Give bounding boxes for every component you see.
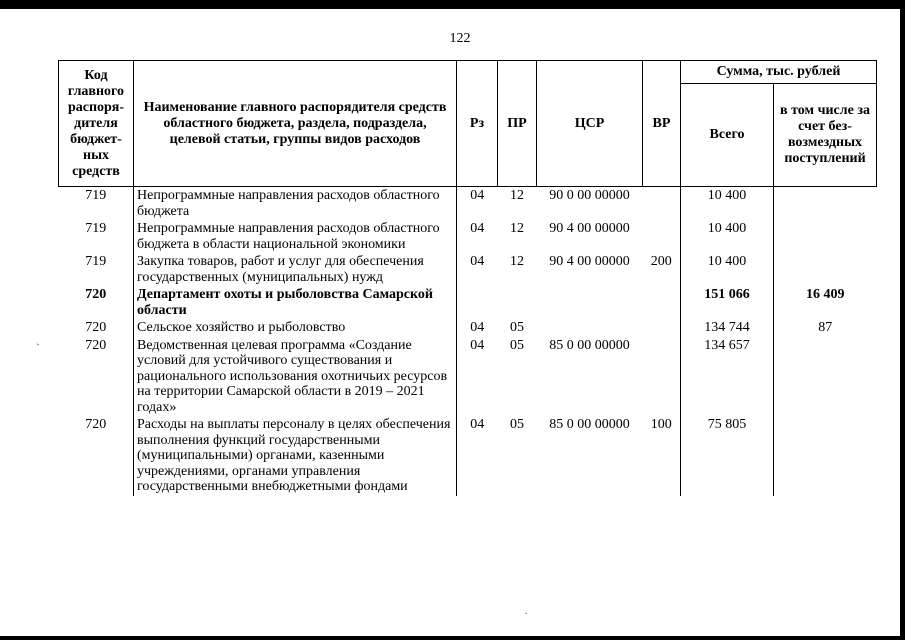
header-rz: Рз	[457, 61, 498, 187]
cell-incl	[774, 337, 877, 417]
cell-total: 10 400	[681, 253, 774, 286]
scan-speck: ·	[524, 606, 528, 620]
header-vr: ВР	[643, 61, 681, 187]
cell-total: 134 657	[681, 337, 774, 417]
cell-incl	[774, 416, 877, 496]
cell-vr	[643, 319, 681, 337]
cell-incl: 16 409	[774, 286, 877, 319]
cell-pr: 12	[510, 221, 524, 236]
header-code: Код главного распоря-дителя бюджет-ных средств	[59, 61, 134, 187]
cell-pr: 05	[510, 320, 524, 335]
scan-top-border	[0, 0, 905, 9]
cell-code: 719	[59, 253, 134, 286]
table-row	[59, 253, 877, 286]
cell-pr: 12	[510, 254, 524, 269]
cell-csr: 85 0 00 00000	[549, 417, 630, 432]
cell-rz: 04	[470, 254, 485, 269]
cell-total: 10 400	[681, 220, 774, 253]
cell-code: 719	[59, 220, 134, 253]
cell-total: 151 066	[681, 286, 774, 319]
cell-vr	[643, 187, 681, 221]
header-incl: в том числе за счет без-возмездных поступлений	[774, 84, 877, 187]
cell-code: 719	[59, 187, 134, 221]
cell-code: 720	[59, 319, 134, 337]
cell-code: 720	[59, 286, 134, 319]
scan-right-border	[900, 0, 905, 640]
cell-rz: 04	[470, 320, 485, 335]
cell-pr: 05	[510, 337, 524, 353]
table-row	[59, 220, 877, 253]
cell-incl	[774, 187, 877, 221]
cell-code: 720	[59, 337, 134, 417]
cell-vr	[643, 337, 681, 417]
table-body	[59, 187, 877, 496]
cell-name: Закупка товаров, работ и услуг для обеспечения государственных (муниципальных) нужд	[134, 253, 457, 286]
cell-rz: 04	[470, 417, 485, 432]
cell-pr: 05	[510, 417, 524, 432]
cell-total: 75 805	[681, 416, 774, 496]
budget-table	[58, 60, 877, 496]
cell-csr	[537, 319, 643, 337]
cell-pr	[498, 286, 537, 319]
cell-incl: 87	[774, 319, 877, 337]
page-number: 122	[449, 31, 471, 46]
cell-incl	[774, 220, 877, 253]
table-row	[59, 416, 877, 496]
header-name: Наименование главного распорядителя средств областного бюджета, раздела, подраздела, целевой статьи, группы видов расходов	[134, 61, 457, 187]
cell-csr: 90 0 00 00000	[549, 188, 630, 203]
cell-total: 134 744	[681, 319, 774, 337]
cell-name: Непрограммные направления расходов областного бюджета	[134, 187, 457, 221]
header-csr: ЦСР	[537, 61, 643, 187]
table-row	[59, 286, 877, 319]
cell-vr: 100	[650, 417, 672, 432]
cell-csr: 90 4 00 00000	[549, 221, 630, 236]
cell-name: Сельское хозяйство и рыболовство	[134, 319, 457, 337]
scan-bottom-border	[0, 636, 905, 640]
cell-vr	[643, 220, 681, 253]
cell-vr: 200	[650, 254, 672, 269]
cell-rz: 04	[470, 188, 485, 203]
cell-incl	[774, 253, 877, 286]
cell-name: Департамент охоты и рыболовства Самарской области	[134, 286, 457, 319]
cell-csr: 85 0 00 00000	[549, 337, 630, 353]
scan-speck: ˏ	[36, 332, 40, 346]
cell-total: 10 400	[681, 187, 774, 221]
cell-code: 720	[59, 416, 134, 496]
cell-csr	[537, 286, 643, 319]
table-row	[59, 319, 877, 337]
header-pr: ПР	[498, 61, 537, 187]
cell-rz: 04	[470, 221, 485, 236]
cell-pr: 12	[510, 188, 524, 203]
header-total: Всего	[681, 84, 774, 187]
cell-name: Расходы на выплаты персоналу в целях обеспечения выполнения функций государственными (муниципальными) органами, казенными учреждениями, органами управления государственными внебюджетными фондами	[134, 416, 457, 496]
table-row	[59, 337, 877, 417]
cell-rz	[457, 286, 498, 319]
cell-rz: 04	[470, 337, 485, 353]
cell-csr: 90 4 00 00000	[549, 254, 630, 269]
header-sum-group: Сумма, тыс. рублей	[681, 61, 877, 84]
cell-vr	[643, 286, 681, 319]
cell-name: Непрограммные направления расходов областного бюджета в области национальной экономики	[134, 220, 457, 253]
table-row	[59, 187, 877, 221]
cell-name: Ведомственная целевая программа «Создание условий для устойчивого существования и рационального использования охотничьих ресурсов на территории Самарской области в 2019 – 2021 годах»	[134, 337, 457, 417]
